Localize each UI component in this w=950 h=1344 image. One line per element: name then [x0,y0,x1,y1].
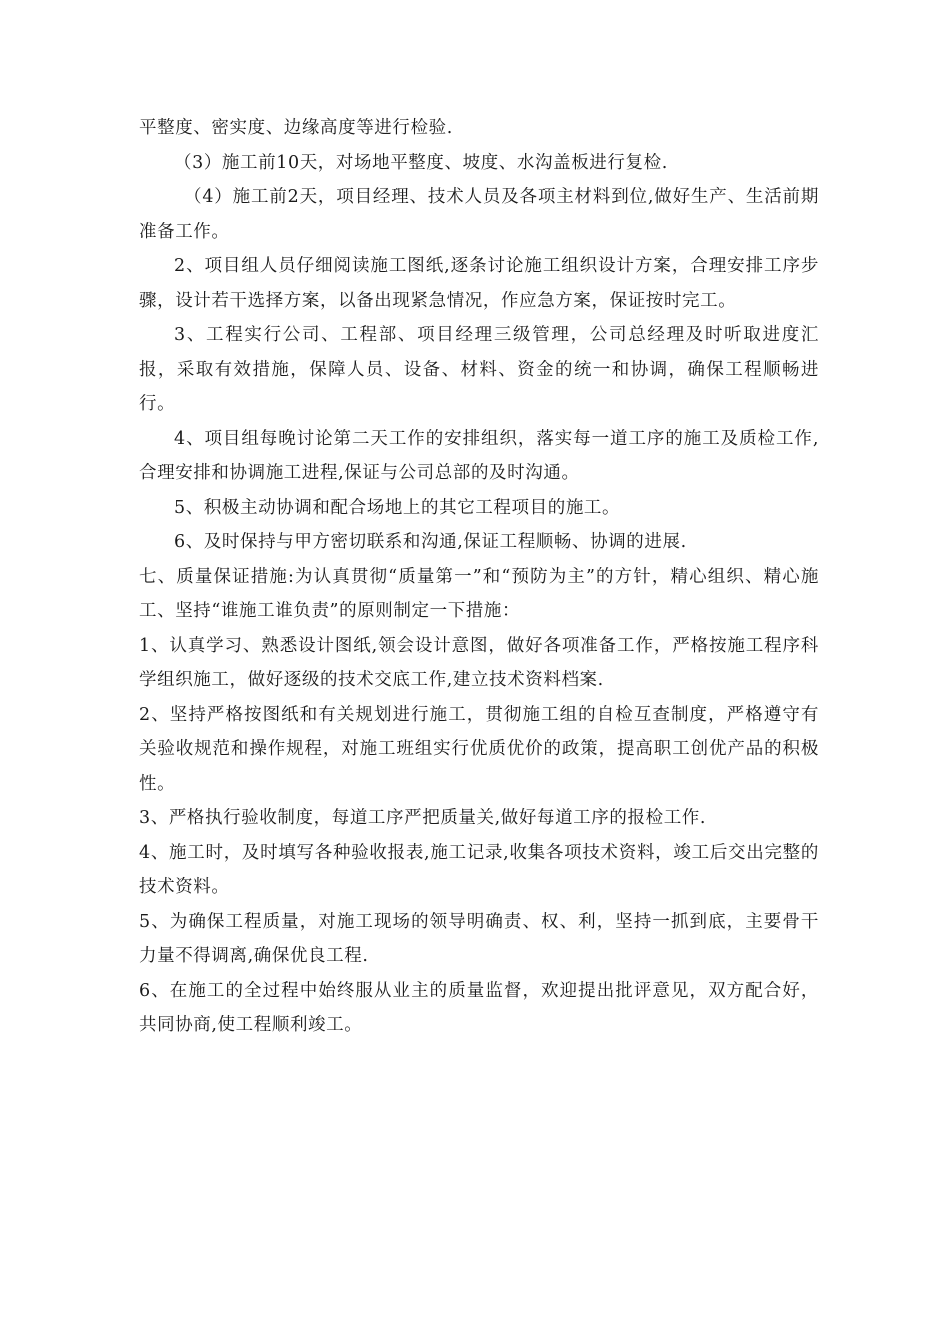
quality-item-1: 1、认真学习、熟悉设计图纸,领会设计意图，做好各项准备工作，严格按施工程序科学组织施工，做好逐级的技术交底工作,建立技术资料档案. [139,635,819,690]
document-body [139,111,819,1043]
paragraph-6-client-contact: 6、及时保持与甲方密切联系和沟通,保证工程顺畅、协调的进展. [174,532,687,552]
paragraph-4-nightly-discussion: 4、项目组每晚讨论第二天工作的安排组织，落实每一道工序的施工及质检工作,合理安排和协调施工进程,保证与公司总部的及时沟通。 [139,428,819,483]
paragraph-2-drawing-review: 2、项目组人员仔细阅读施工图纸,逐条讨论施工组织设计方案，合理安排工序步骤，设计若干选择方案，以备出现紧急情况，作应急方案，保证按时完工。 [139,256,819,311]
section-7-quality-assurance-heading: 七、质量保证措施:为认真贯彻“质量第一”和“预防为主”的方针，精心组织、精心施工、坚持“谁施工谁负责”的原则制定一下措施： [139,566,819,621]
quality-item-6: 6、在施工的全过程中始终服从业主的质量监督，欢迎提出批评意见，双方配合好，共同协商,使工程顺利竣工。 [139,980,819,1035]
paragraph-inspection-continued: 平整度、密实度、边缘高度等进行检验. [139,118,453,138]
paragraph-5-coordination: 5、积极主动协调和配合场地上的其它工程项目的施工。 [174,497,621,518]
paragraph-3-three-level-management: 3、工程实行公司、工程部、项目经理三级管理，公司总经理及时听取进度汇报，采取有效措施，保障人员、设备、材料、资金的统一和协调，确保工程顺畅进行。 [139,325,819,414]
quality-item-5: 5、为确保工程质量，对施工现场的领导明确责、权、利，坚持一抓到底，主要骨干力量不得调离,确保优良工程. [139,911,819,966]
quality-item-3: 3、严格执行验收制度，每道工序严把质量关,做好每道工序的报检工作. [139,808,707,828]
paragraph-item-4-preparation: （4）施工前2天，项目经理、技术人员及各项主材料到位,做好生产、生活前期准备工作。 [139,187,819,242]
quality-item-2: 2、坚持严格按图纸和有关规划进行施工，贯彻施工组的自检互查制度，严格遵守有关验收规范和操作规程，对施工班组实行优质优价的政策，提高职工创优产品的积极性。 [139,704,819,794]
quality-item-4: 4、施工时，及时填写各种验收报表,施工记录,收集各项技术资料，竣工后交出完整的技术资料。 [139,842,819,897]
paragraph-item-3-recheck: （3）施工前10天，对场地平整度、坡度、水沟盖板进行复检. [174,152,668,173]
